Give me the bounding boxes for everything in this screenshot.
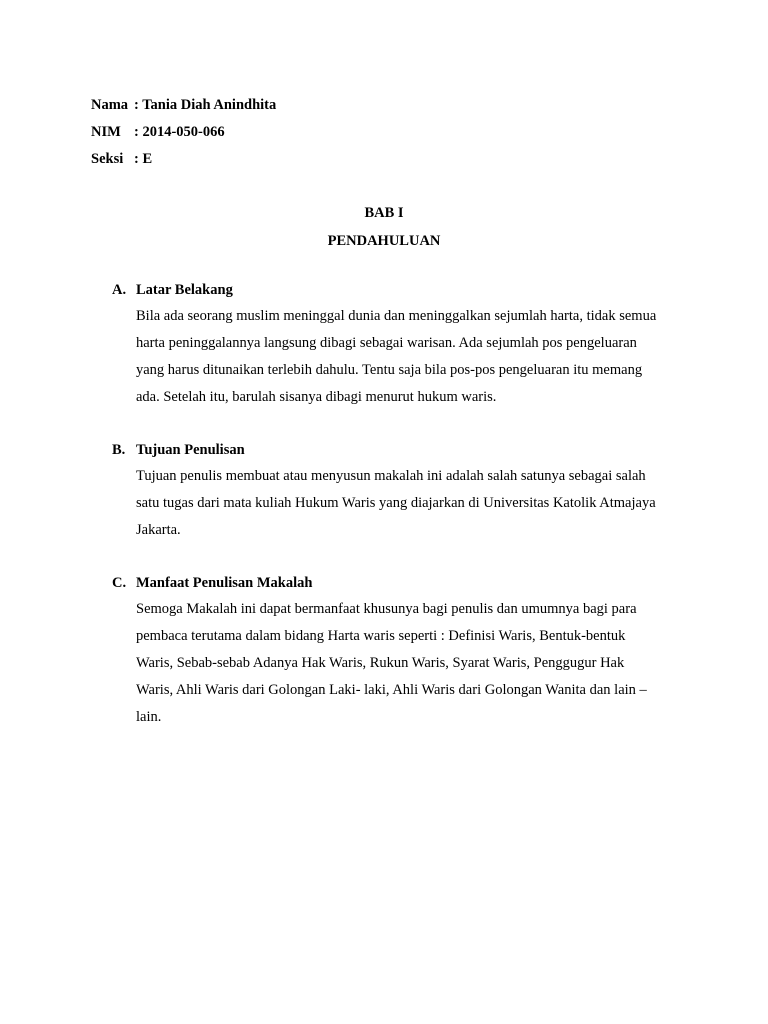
- section-heading: [112, 570, 682, 596]
- paragraph-line: Bila ada seorang muslim meninggal dunia dan meninggalkan sejumlah harta, tidak semua: [136, 308, 657, 324]
- chapter-heading: [0, 199, 768, 255]
- student-identity-block: [91, 92, 276, 173]
- identity-value: : 2014-050-066: [134, 124, 225, 140]
- paragraph-line: yang harus ditunaikan terlebih dahulu. Tentu saja bila pos-pos pengeluaran itu memang: [136, 362, 643, 378]
- section-heading: [112, 277, 682, 303]
- paragraph-line: satu tugas dari mata kuliah Hukum Waris yang diajarkan di Universitas Katolik Atmajaya: [136, 495, 656, 511]
- paragraph-line: Jakarta.: [136, 522, 181, 538]
- identity-label: NIM: [91, 124, 121, 140]
- paragraph-line: Waris, Ahli Waris dari Golongan Laki- laki, Ahli Waris dari Golongan Wanita dan lain –: [136, 682, 647, 698]
- section-manfaat-penulisan: [112, 570, 682, 731]
- section-paragraph: [136, 303, 682, 411]
- paragraph-line: Semoga Makalah ini dapat bermanfaat khusunya bagi penulis dan umumnya bagi para: [136, 601, 637, 617]
- paragraph-line: lain.: [136, 709, 162, 725]
- section-letter: A.: [112, 282, 127, 298]
- identity-value: : Tania Diah Anindhita: [134, 97, 277, 113]
- paragraph-line: pembaca terutama dalam bidang Harta waris seperti : Definisi Waris, Bentuk-bentuk: [136, 628, 626, 644]
- identity-row-nim: [91, 119, 276, 146]
- section-paragraph: [136, 596, 682, 731]
- chapter-title: PENDAHULUAN: [327, 233, 441, 249]
- section-title: Manfaat Penulisan Makalah: [136, 575, 313, 591]
- paragraph-line: Tujuan penulis membuat atau menyusun makalah ini adalah salah satunya sebagai salah: [136, 468, 646, 484]
- identity-row-seksi: [91, 146, 276, 173]
- section-title: Latar Belakang: [136, 282, 233, 298]
- section-heading: [112, 437, 682, 463]
- section-title: Tujuan Penulisan: [136, 442, 245, 458]
- paragraph-line: harta peninggalannya langsung dibagi sebagai warisan. Ada sejumlah pos pengeluaran: [136, 335, 637, 351]
- section-tujuan-penulisan: [112, 437, 682, 544]
- section-letter: B.: [112, 442, 126, 458]
- identity-label: Seksi: [91, 151, 124, 167]
- section-paragraph: [136, 463, 682, 544]
- identity-label: Nama: [91, 97, 129, 113]
- paragraph-line: ada. Setelah itu, barulah sisanya dibagi menurut hukum waris.: [136, 389, 497, 405]
- chapter-number: BAB I: [364, 205, 404, 221]
- identity-value: : E: [134, 151, 153, 167]
- identity-row-name: [91, 92, 276, 119]
- paragraph-line: Waris, Sebab-sebab Adanya Hak Waris, Rukun Waris, Syarat Waris, Penggugur Hak: [136, 655, 625, 671]
- section-letter: C.: [112, 575, 127, 591]
- section-latar-belakang: [112, 277, 682, 411]
